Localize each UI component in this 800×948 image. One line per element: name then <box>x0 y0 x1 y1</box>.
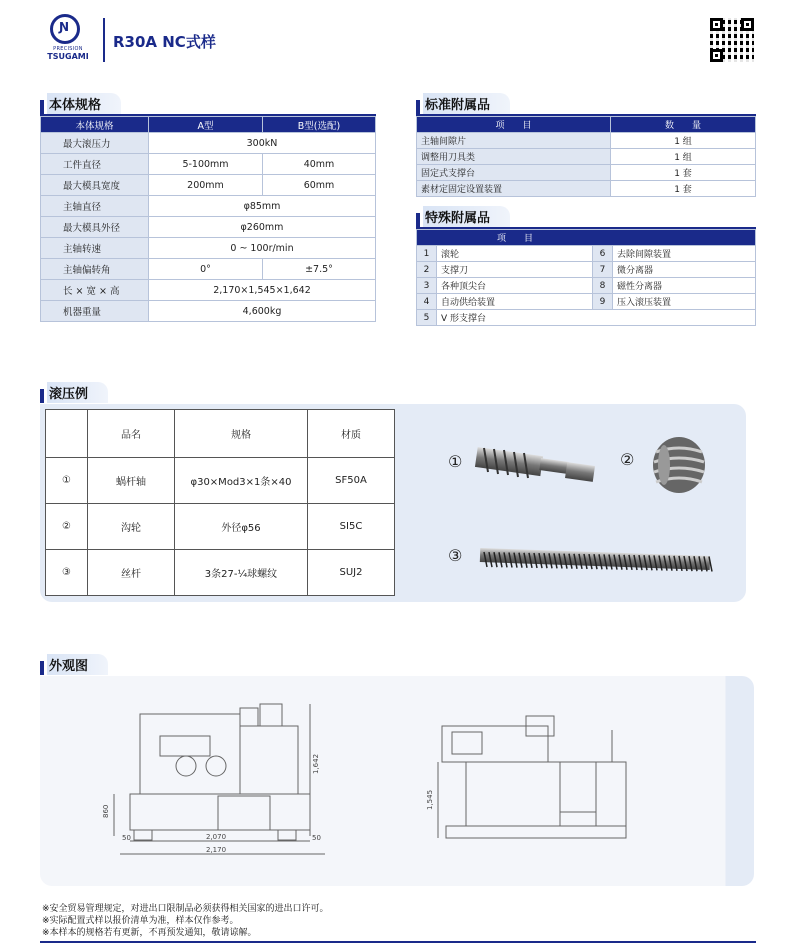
standard-qty: 1 组 <box>611 133 756 149</box>
special-num: 9 <box>593 294 613 310</box>
ex-col-no <box>46 410 88 458</box>
standard-item: 素材定固定设置装置 <box>417 181 611 197</box>
examples-panel <box>40 404 746 602</box>
spec-label: 最大滚压力 <box>41 133 149 154</box>
standard-col-item: 项 目 <box>417 117 611 133</box>
standard-item: 调整用刀具类 <box>417 149 611 165</box>
standard-qty: 1 套 <box>611 165 756 181</box>
special-num: 5 <box>417 310 437 326</box>
special-item: 各种顶尖台 <box>437 278 593 294</box>
special-item: V 形支撑台 <box>437 310 756 326</box>
standard-section <box>416 94 756 197</box>
tsugami-logo <box>42 14 94 66</box>
ex-spec: 3条27-¼球螺纹 <box>175 550 308 596</box>
dim-50-left: 50 <box>122 834 131 842</box>
ball-screw-image <box>478 542 714 576</box>
note-2: ※实际配置式样以报价清单为准，样本仅作参考。 <box>42 916 239 926</box>
standard-qty: 1 组 <box>611 149 756 165</box>
note-1: ※安全贸易管理规定，对进出口限制品必须获得相关国家的进出口许可。 <box>42 904 329 914</box>
photo-label-1: ① <box>448 452 463 471</box>
standard-item: 主轴间隙片 <box>417 133 611 149</box>
special-item: 滚轮 <box>437 246 593 262</box>
drawing-title: 外观图 <box>47 654 108 675</box>
special-item: 磁性分离器 <box>613 278 756 294</box>
special-num: 6 <box>593 246 613 262</box>
model-title: R30A NC式样 <box>113 33 216 51</box>
drawing-header <box>40 655 380 675</box>
ex-no: ③ <box>46 550 88 596</box>
ex-spec: φ30×Mod3×1条×40 <box>175 458 308 504</box>
standard-table <box>416 116 756 197</box>
groove-wheel-image <box>648 434 710 496</box>
spec-value: 0 ~ 100r/min <box>149 238 376 259</box>
spec-value-a: 0° <box>149 259 263 280</box>
special-table <box>416 229 756 326</box>
spec-value: 2,170×1,545×1,642 <box>149 280 376 301</box>
spec-label: 长 × 宽 × 高 <box>41 280 149 301</box>
spec-label: 最大模具外径 <box>41 217 149 238</box>
dim-2070: 2,070 <box>206 833 227 841</box>
special-item: 去除间隙装置 <box>613 246 756 262</box>
spec-col-head: 本体规格 <box>41 117 149 133</box>
front-view-drawing <box>100 686 400 876</box>
spec-label: 工件直径 <box>41 154 149 175</box>
examples-table <box>45 409 395 596</box>
ex-col-name: 品名 <box>88 410 175 458</box>
spec-value: φ260mm <box>149 217 376 238</box>
spec-value-b: ±7.5° <box>263 259 376 280</box>
spec-section <box>40 94 376 322</box>
special-num: 7 <box>593 262 613 278</box>
ex-mat: SF50A <box>308 458 395 504</box>
special-num: 4 <box>417 294 437 310</box>
ex-name: 蜗杆轴 <box>88 458 175 504</box>
ex-no: ① <box>46 458 88 504</box>
dim-1545: 1,545 <box>426 789 434 810</box>
spec-value: 300kN <box>149 133 376 154</box>
spec-label: 机器重量 <box>41 301 149 322</box>
spec-value: 4,600kg <box>149 301 376 322</box>
ex-mat: SUJ2 <box>308 550 395 596</box>
spec-label: 主轴偏转角 <box>41 259 149 280</box>
special-item: 支撑刀 <box>437 262 593 278</box>
spec-label: 最大模具宽度 <box>41 175 149 196</box>
spec-col-a: A型 <box>149 117 263 133</box>
notes <box>42 903 329 939</box>
ex-spec: 外径φ56 <box>175 504 308 550</box>
logo-text-precision: PRECISION <box>53 46 83 52</box>
worm-shaft-image <box>472 440 602 488</box>
spec-value-b: 40mm <box>263 154 376 175</box>
special-num: 8 <box>593 278 613 294</box>
drawing-panel <box>40 676 754 886</box>
photo-label-2: ② <box>620 450 635 469</box>
dim-2170: 2,170 <box>206 846 227 854</box>
standard-item: 固定式支撑台 <box>417 165 611 181</box>
ex-name: 沟轮 <box>88 504 175 550</box>
special-section <box>416 207 756 326</box>
spec-col-b: B型(选配) <box>263 117 376 133</box>
special-num: 2 <box>417 262 437 278</box>
spec-value: φ85mm <box>149 196 376 217</box>
spec-label: 主轴转速 <box>41 238 149 259</box>
special-title: 特殊附属品 <box>423 206 510 227</box>
header-divider <box>103 18 105 62</box>
ex-name: 丝杆 <box>88 550 175 596</box>
side-view-drawing <box>426 706 656 856</box>
standard-qty: 1 套 <box>611 181 756 197</box>
ex-col-spec: 规格 <box>175 410 308 458</box>
standard-col-qty: 数 量 <box>611 117 756 133</box>
qr-code-icon[interactable] <box>710 18 754 62</box>
special-item: 压入滚压装置 <box>613 294 756 310</box>
dim-height: 1,642 <box>312 753 320 774</box>
footer-line <box>40 941 756 943</box>
photo-label-3: ③ <box>448 546 463 565</box>
ex-col-mat: 材质 <box>308 410 395 458</box>
spec-value-a: 5-100mm <box>149 154 263 175</box>
examples-header <box>40 383 380 403</box>
special-num: 1 <box>417 246 437 262</box>
spec-value-a: 200mm <box>149 175 263 196</box>
standard-title: 标准附属品 <box>423 93 510 114</box>
examples-title: 滚压例 <box>47 382 108 403</box>
ex-mat: SI5C <box>308 504 395 550</box>
spec-title: 本体规格 <box>47 93 121 114</box>
special-num: 3 <box>417 278 437 294</box>
spec-value-b: 60mm <box>263 175 376 196</box>
special-item: 自动供给装置 <box>437 294 593 310</box>
note-3: ※本样本的规格若有更新，不再预发通知，敬请谅解。 <box>42 928 257 938</box>
logo-mark: Ɲ <box>50 14 80 44</box>
special-col-item: 项 目 <box>417 230 756 246</box>
spec-label: 主轴直径 <box>41 196 149 217</box>
logo-text-tsugami: TSUGAMI <box>47 52 89 61</box>
ex-no: ② <box>46 504 88 550</box>
dim-50-right: 50 <box>312 834 321 842</box>
dim-860: 860 <box>102 804 110 818</box>
special-item: 微分离器 <box>613 262 756 278</box>
spec-table <box>40 116 376 322</box>
